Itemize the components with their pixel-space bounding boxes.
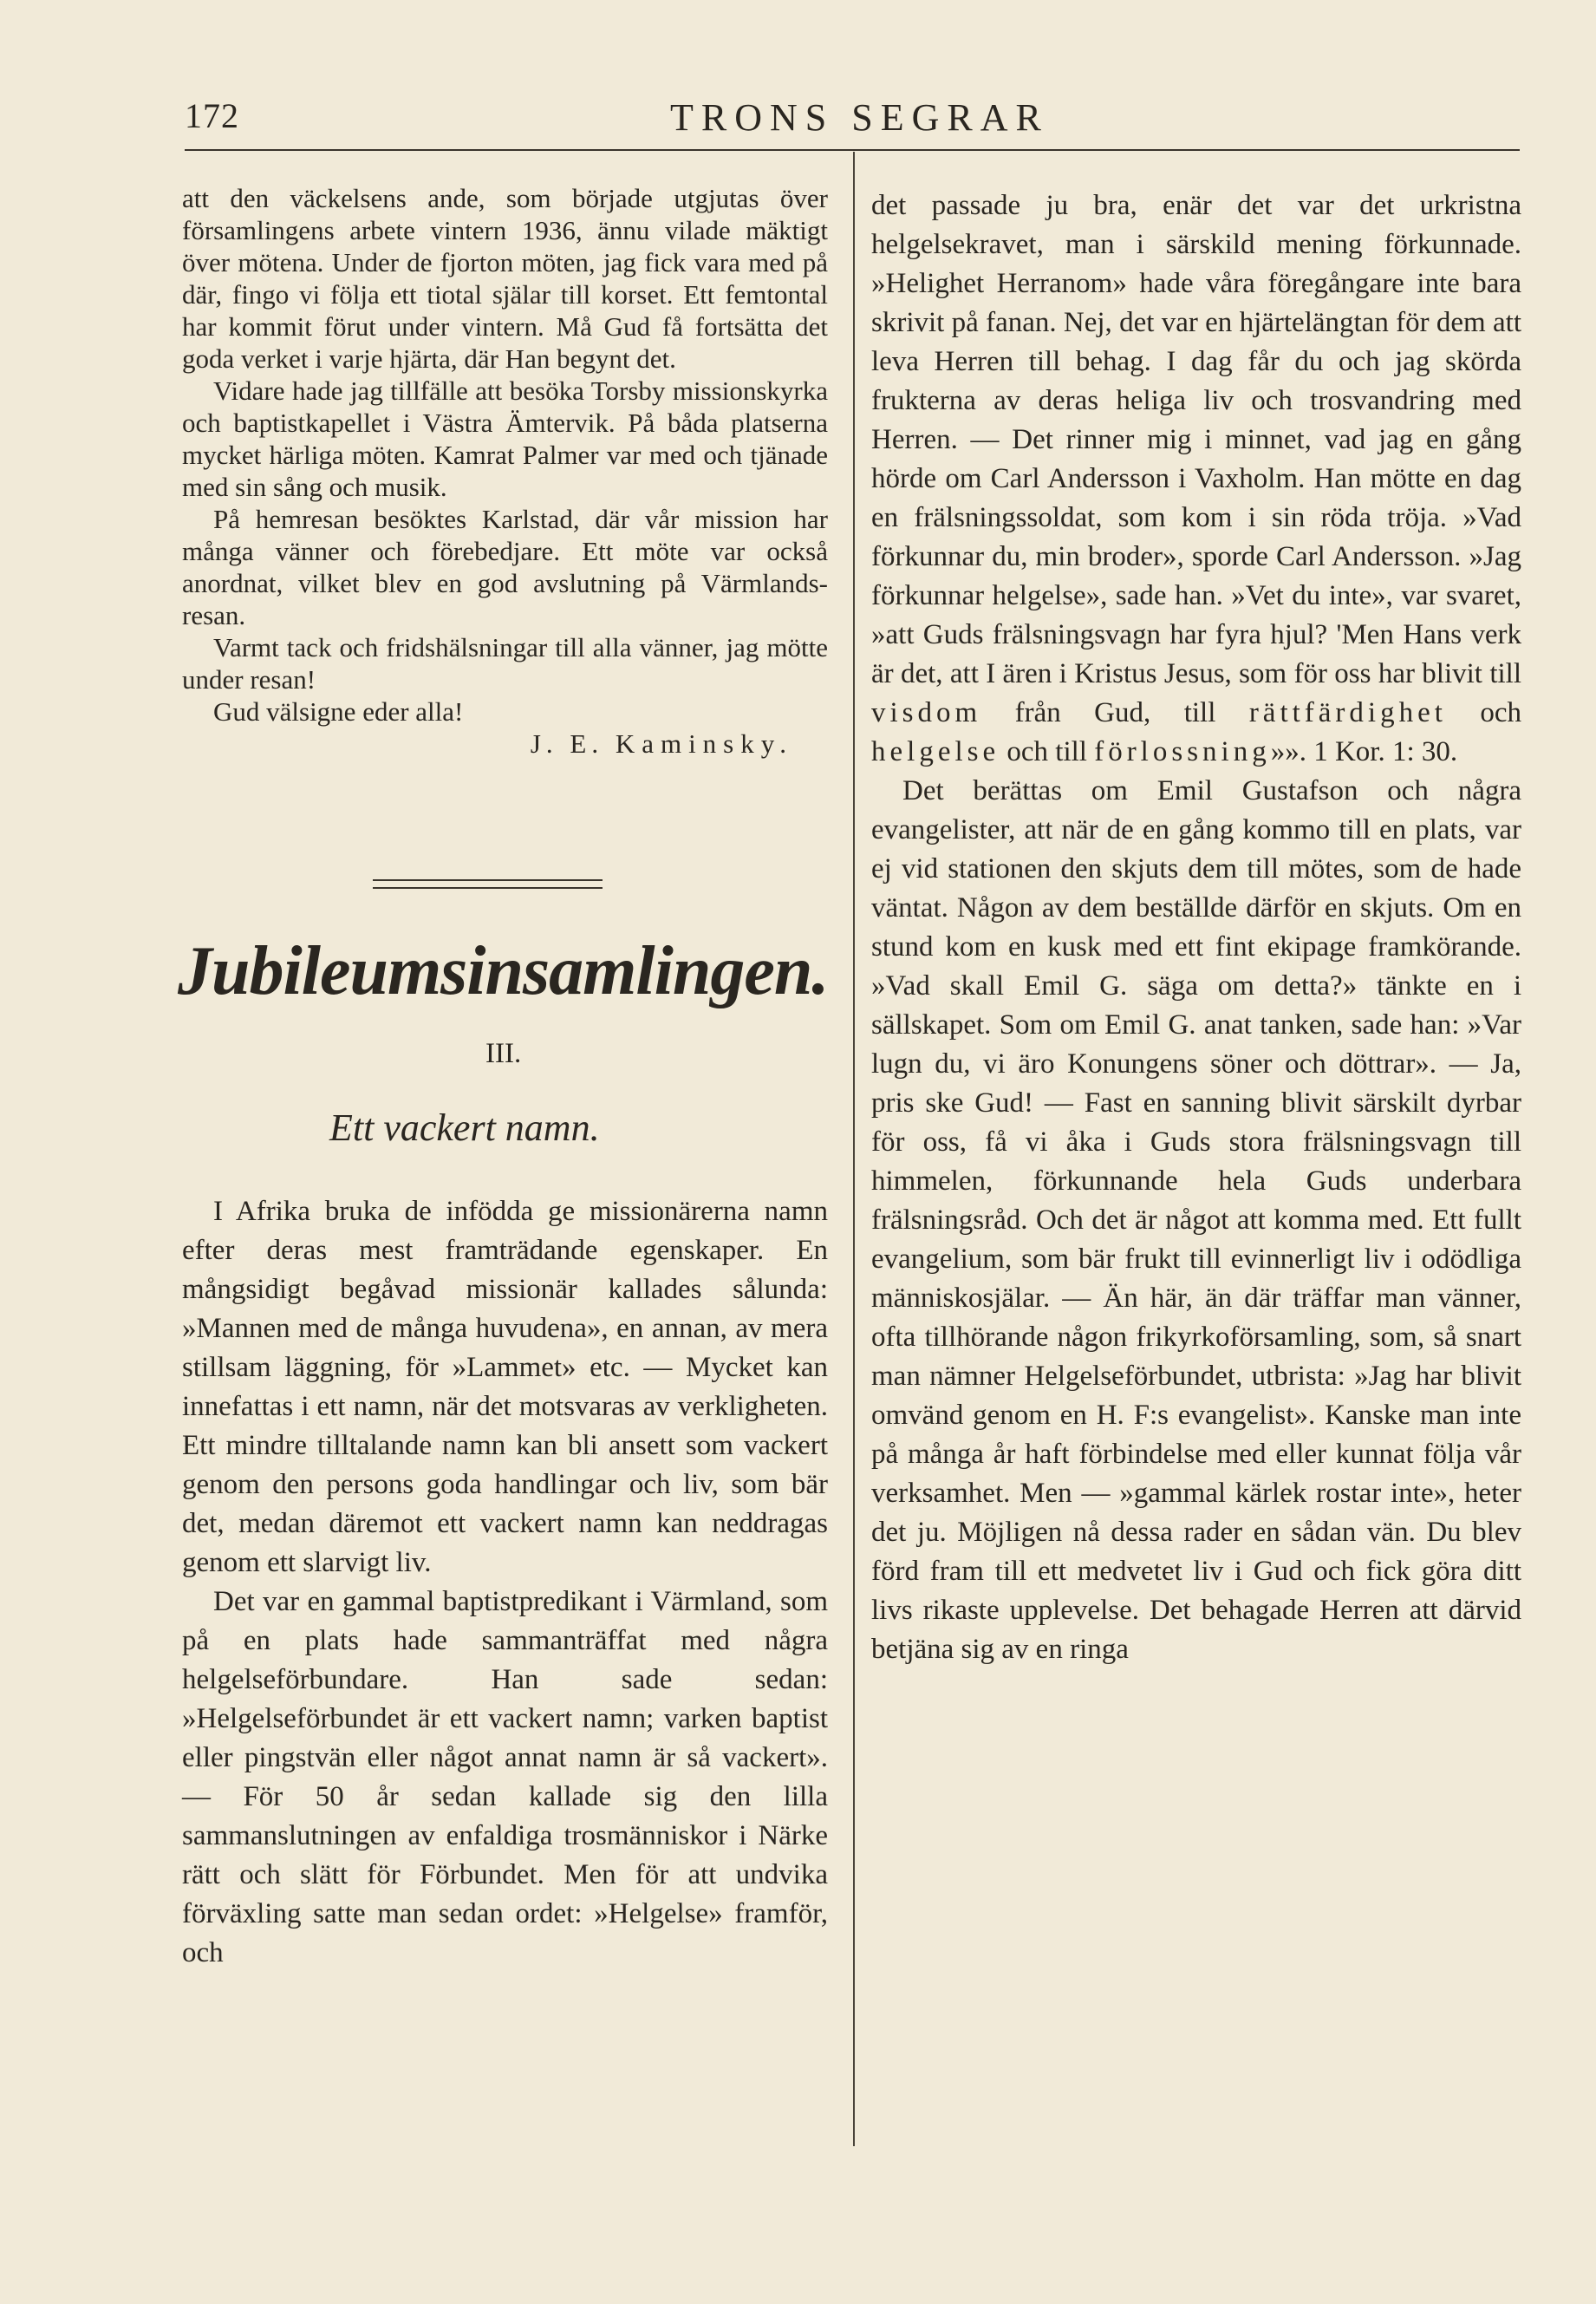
paragraph: Varmt tack och fridshälsningar till alla vänner, jag mötte under resan!	[182, 632, 828, 695]
text-run: »». 1 Kor. 1: 30.	[1270, 736, 1458, 767]
paragraph: Gud välsigne eder alla!	[213, 696, 464, 727]
spaced-word: visdom	[871, 697, 982, 728]
page-header	[185, 95, 1520, 147]
spaced-word: rättfärdighet	[1248, 697, 1447, 728]
signature	[182, 728, 828, 760]
signature-initials: J. E.	[530, 728, 604, 759]
article-right-column	[871, 186, 1521, 1669]
separator-rule-top	[373, 879, 603, 881]
paragraph: att den väckelsens ande, som började utgjutas över församlingens arbete vintern 1936, ännu vilade mäktigt över mötena. Under de fjorton möten, jag fick vara med på där, fingo vi följa ett tiotal själar till korset. Ett femtontal har kommit förut under vintern. Må Gud få fortsätta det goda verket i varje hjärta, där Han begynt det.	[182, 183, 828, 374]
text-run: från Gud, till	[1014, 697, 1216, 728]
text-run: och till	[1006, 736, 1087, 767]
paragraph: Det var en gammal baptistpredikant i Värmland, som på en plats hade sammanträffat med några helgelseförbundare. Han sade sedan: »Helgelseförbundet är ett vackert namn; varken baptist eller pingstvän eller något annat namn är så vackert». — För 50 år sedan kallade sig den lilla sammanslutningen av enfaldiga trosmänniskor i Närke rätt och slätt för Förbundet. Men för att undvika förväxling satte man sedan ordet: »Helgelse» framför, och	[182, 1586, 828, 1968]
article-left-column	[182, 1192, 828, 1973]
paragraph: Det berättas om Emil Gustafson och några evangelister, att när de en gång kommo till en plats, var ej vid stationen den skjuts dem till mötes, som de hade väntat. Någon av dem beställde därför en skjuts. Om en stund kom en kusk med ett fint ekipage framkörande. »Vad skall Emil G. säga om detta?» tänkte en i sällskapet. Som om Emil G. anat tanken, sade han: »Var lugn du, vi äro Konungens söner och döttrar». — Ja, pris ske Gud! — Fast en sanning blivit särskilt dyrbar för oss, få vi åka i Guds stora frälsningsvagn till himmelen, förkunnande hela Guds underbara frälsningsråd. Och det är något att komma med. Ett fullt evangelium, som bär frukt till evinnerligt liv i odödliga människosjälar. — Än här, än där träffar man vänner, ofta tillhörande någon frikyrkoförsamling, som, så snart man nämner Helgelseförbundet, utbrista: »Jag har blivit omvänd genom en H. F:s evangelist». Kanske man inte på många år haft förbindelse med eller kunnat följa vår verksamhet. Men — »gammal kärlek rostar inte», heter det ju. Möjligen nå dessa rader en sådan vän. Du blev förd fram till ett medvetet liv i Gud och fick göra ditt livs rikaste upplevelse. Det behagade Herren att därvid betjäna sig av en ringa	[871, 775, 1521, 1665]
letter-continuation	[182, 182, 828, 760]
paragraph: På hemresan besöktes Karlstad, där vår mission har många vänner och förebedjare. Ett möte var också anordnat, vilket blev en god avslutning på Värmlands-resan.	[182, 504, 828, 630]
text-run: och	[1480, 697, 1521, 728]
column-divider	[853, 152, 855, 2146]
text-run: det passade ju bra, enär det var det urkristna helgelsekravet, man i särskild mening förkunnade. »Helighet Herranom» hade våra föregångare inte bara skrivit på fanan. Nej, det var en hjärtelängtan för dem att leva Herren till behag. I dag får du och jag skörda frukterna av deras heliga liv och trosvandring med Herren. — Det rinner mig i minnet, vad jag en gång hörde om Carl Andersson i Vaxholm. Han mötte en dag en frälsningssoldat, som kom i sin röda tröja. »Vad förkunnar du, min broder», sporde Carl Andersson. »Jag förkunnar helgelse», sade han. »Vet du inte», var svaret, »att Guds frälsningsvagn har fyra hjul? 'Men Hans verk är det, att I ären i Kristus Jesus, som för oss har blivit till	[871, 190, 1521, 689]
spaced-word: förlossning	[1094, 736, 1271, 767]
page-number: 172	[185, 96, 239, 135]
paragraph: Vidare hade jag tillfälle att besöka Torsby missionskyrka och baptistkapellet i Västra Ämtervik. På båda platserna mycket härliga möten. Kamrat Palmer var med och tjänade med sin sång och musik.	[182, 375, 828, 502]
spaced-word: helgelse	[871, 736, 1000, 767]
article-headline: Jubileumsinsamlingen.	[178, 933, 829, 1009]
paragraph	[871, 186, 1521, 772]
running-title: TRONS SEGRAR	[670, 96, 1049, 139]
paragraph: I Afrika bruka de infödda ge missionärerna namn efter deras mest framträdande egenskaper. En mångsidigt begåvad missionär kallades sålunda: »Mannen med de många huvudena», en annan, av mera stillsam läggning, för »Lammet» etc. — Mycket kan innefattas i ett namn, när det motsvaras av verkligheten. Ett mindre tilltalande namn kan bli ansett som vackert genom den persons goda handlingar och liv, som bär det, medan däremot ett vackert namn kan neddragas genom ett slarvigt liv.	[182, 1196, 828, 1578]
separator-rule-bottom	[373, 887, 603, 889]
section-number: III.	[485, 1038, 522, 1069]
signature-name: Kaminsky.	[615, 728, 793, 759]
article-subtitle: Ett vackert namn.	[329, 1106, 600, 1149]
header-rule	[185, 149, 1520, 151]
